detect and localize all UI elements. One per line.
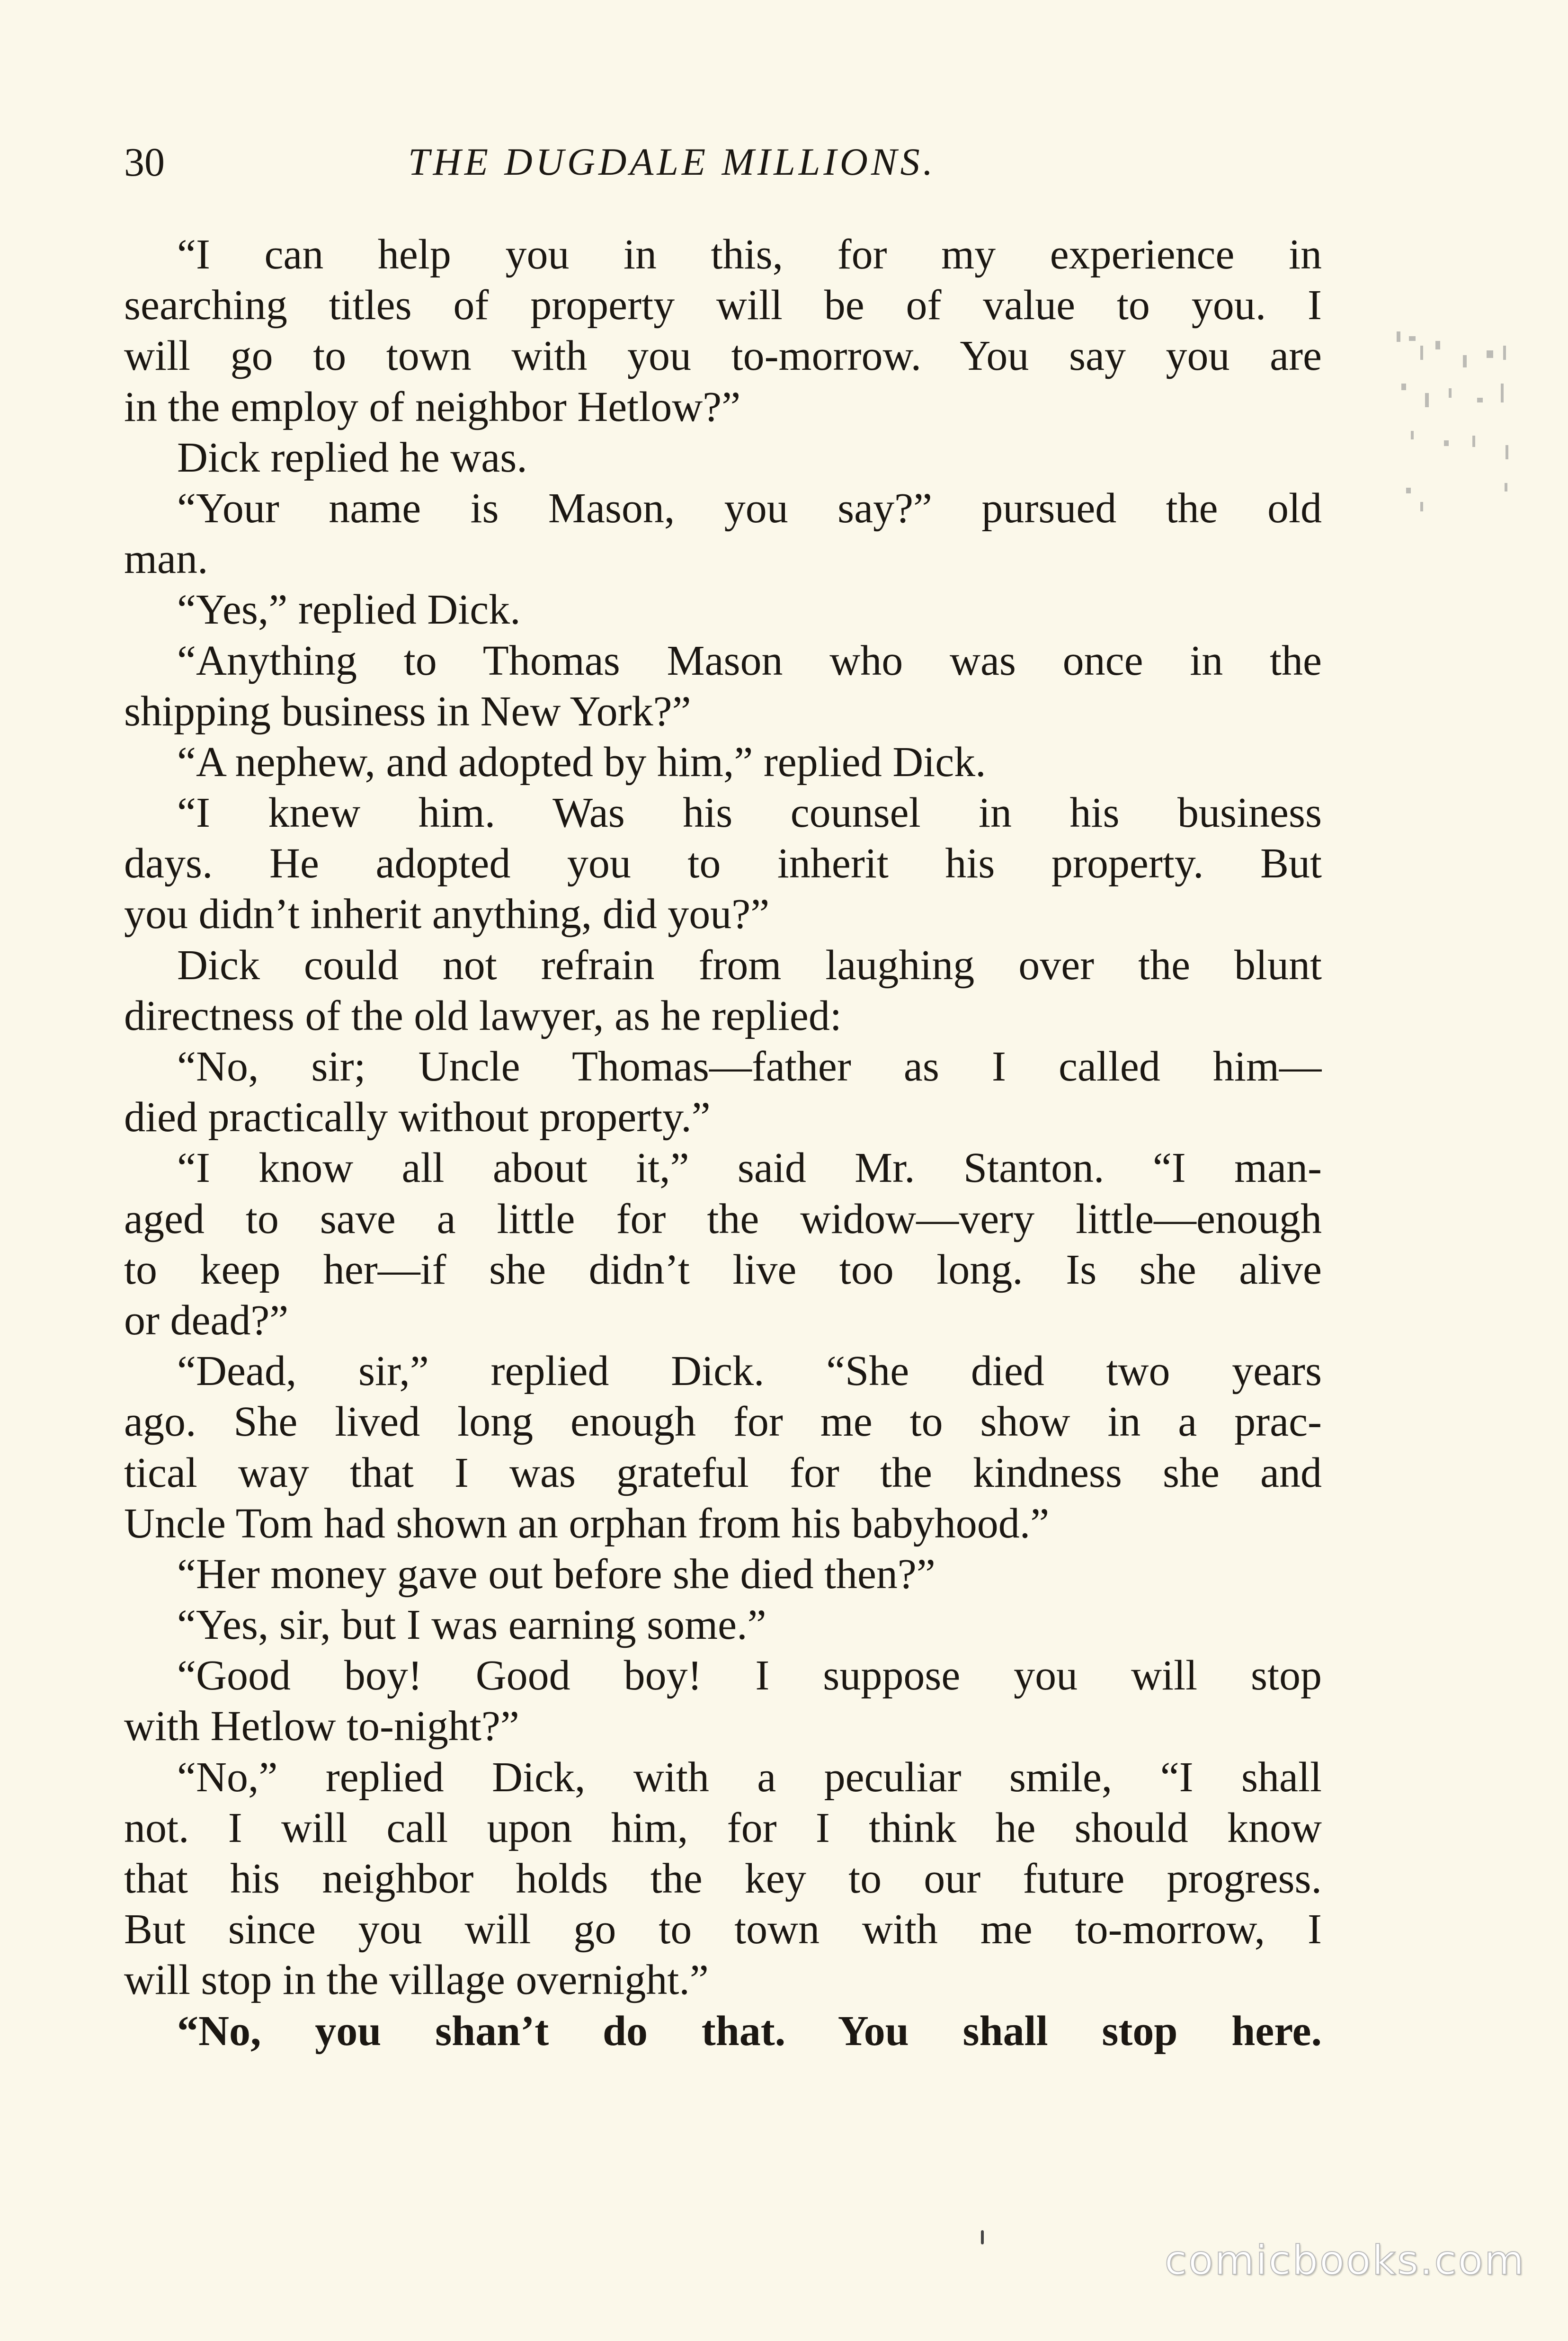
running-title: THE DUGDALE MILLIONS.: [408, 140, 936, 183]
text-line: you didn’t inherit anything, did you?”: [124, 891, 770, 938]
text-line: “Dead, sir,” replied Dick. “She died two years: [177, 1348, 1322, 1395]
text-line: “A nephew, and adopted by him,” replied Dick.: [177, 738, 986, 786]
text-line: days. He adopted you to inherit his property. But: [124, 840, 1322, 887]
text-line: ago. She lived long enough for me to show in a prac-: [124, 1398, 1322, 1446]
text-line: “I knew him. Was his counsel in his business: [177, 789, 1322, 837]
text-line: “No, you shan’t do that. You shall stop here.: [177, 2007, 1322, 2055]
body-text: [124, 229, 1322, 2056]
text-line: “Yes,” replied Dick.: [177, 586, 521, 634]
text-line: shipping business in New York?”: [124, 688, 691, 735]
text-line: “I know all about it,” said Mr. Stanton. “I man-: [177, 1144, 1322, 1192]
ink-stamp-mark: [1392, 327, 1515, 526]
ink-speck: [981, 2230, 984, 2244]
text-line: “I can help you in this, for my experience in: [177, 231, 1322, 278]
text-line: But since you will go to town with me to-morrow, I: [124, 1906, 1322, 1953]
text-line: “Anything to Thomas Mason who was once in the: [177, 637, 1322, 684]
text-line: will stop in the village overnight.”: [124, 1957, 709, 2004]
running-head: [124, 129, 1322, 195]
text-line: “Yes, sir, but I was earning some.”: [177, 1601, 766, 1649]
text-line: “No, sir; Uncle Thomas—father as I called him—: [177, 1043, 1322, 1090]
text-line: searching titles of property will be of value to you. I: [124, 282, 1322, 329]
text-line: “Good boy! Good boy! I suppose you will stop: [177, 1652, 1322, 1699]
text-line: that his neighbor holds the key to our future progress.: [124, 1855, 1322, 1902]
text-line: to keep her—if she didn’t live too long. Is she alive: [124, 1246, 1322, 1293]
text-line: died practically without property.”: [124, 1094, 711, 1141]
text-line: man.: [124, 536, 208, 583]
text-line: or dead?”: [124, 1296, 289, 1344]
text-line: Dick could not refrain from laughing over the blunt: [177, 941, 1322, 989]
text-line: in the employ of neighbor Hetlow?”: [124, 383, 741, 430]
text-line: tical way that I was grateful for the kindness she and: [124, 1449, 1322, 1496]
text-line: directness of the old lawyer, as he replied:: [124, 992, 842, 1039]
text-line: “Her money gave out before she died then?”: [177, 1550, 935, 1598]
page-number: 30: [124, 139, 165, 185]
text-line: “Your name is Mason, you say?” pursued the old: [177, 484, 1322, 532]
text-line: Uncle Tom had shown an orphan from his babyhood.”: [124, 1500, 1050, 1547]
text-line: with Hetlow to-night?”: [124, 1703, 519, 1750]
text-line: aged to save a little for the widow—very little—enough: [124, 1195, 1322, 1242]
text-line: will go to town with you to-morrow. You say you are: [124, 332, 1322, 380]
watermark: comicbooks.com: [1164, 2237, 1525, 2284]
text-line: “No,” replied Dick, with a peculiar smile, “I shall: [177, 1753, 1322, 1801]
text-line: Dick replied he was.: [177, 434, 527, 481]
text-line: not. I will call upon him, for I think he should know: [124, 1804, 1322, 1851]
